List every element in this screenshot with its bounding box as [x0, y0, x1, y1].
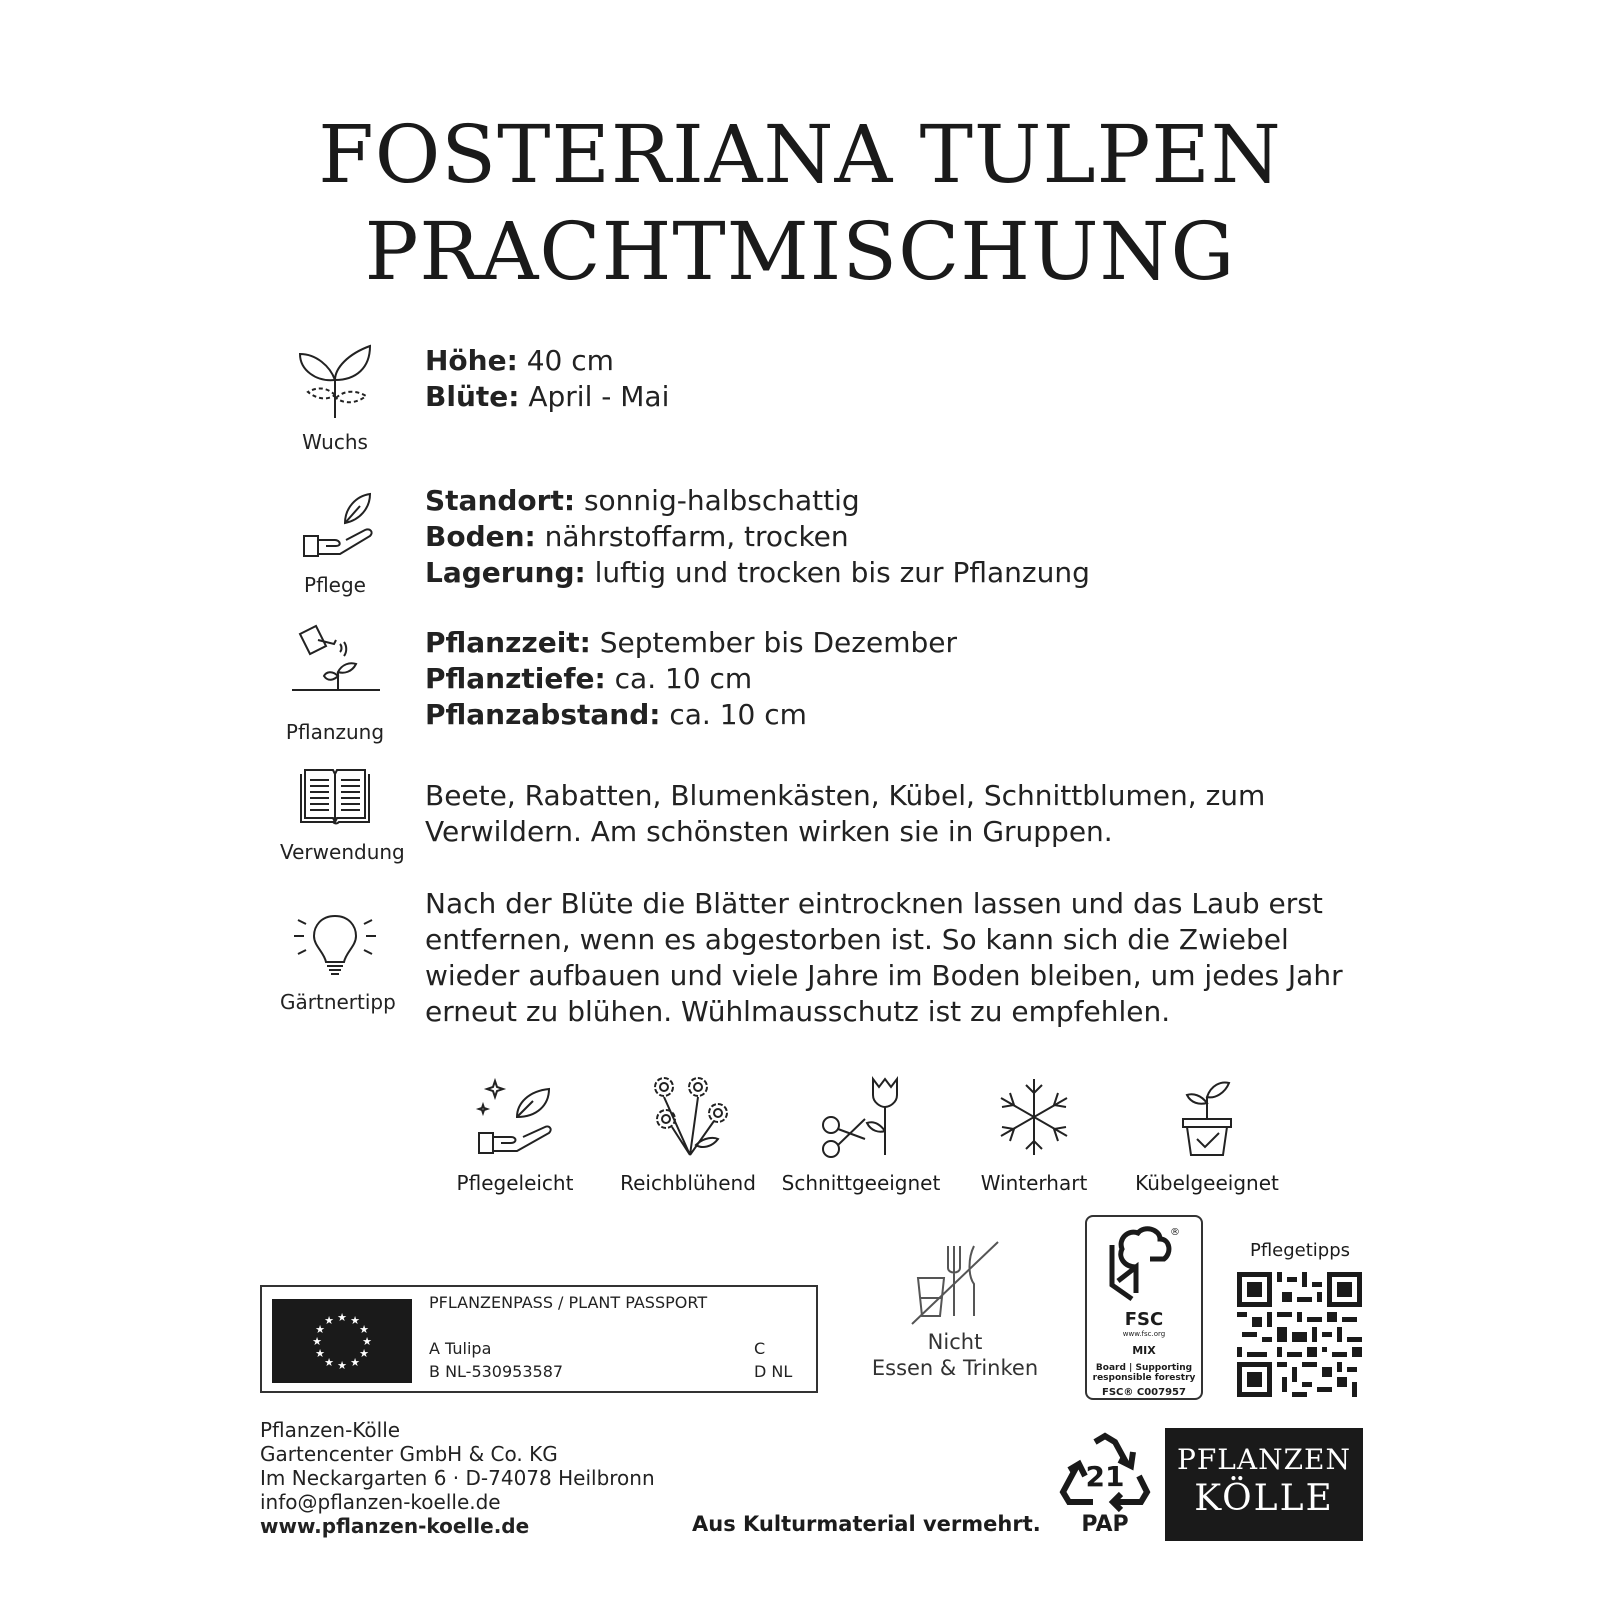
recycling-triangle-icon [1057, 1432, 1153, 1514]
snowflake-icon [992, 1075, 1076, 1159]
address-website[interactable]: www.pflanzen-koelle.de [260, 1514, 530, 1538]
not-edible-warning [870, 1240, 1040, 1381]
feature-pflegeleicht-label: Pflegeleicht [456, 1171, 574, 1195]
lagerung-label: Lagerung: [425, 556, 586, 589]
fsc-url: www.fsc.org [1122, 1330, 1166, 1338]
fsc-name: FSC [1124, 1309, 1164, 1330]
hand-sparkle-icon [473, 1075, 557, 1159]
passport-header: PFLANZENPASS / PLANT PASSPORT [429, 1293, 708, 1312]
svg-text:★: ★ [324, 1314, 334, 1327]
svg-text:★: ★ [359, 1347, 369, 1360]
svg-text:★: ★ [312, 1335, 322, 1348]
pflanzung-caption: Pflanzung [285, 720, 385, 744]
hand-leaf-icon [290, 488, 380, 563]
pflege-info [425, 483, 1090, 591]
fsc-mix: MIX [1132, 1344, 1156, 1357]
svg-text:★: ★ [337, 1311, 347, 1324]
address-line3: Im Neckargarten 6 · D-74078 Heilbronn [260, 1466, 655, 1490]
address-line2: Gartencenter GmbH & Co. KG [260, 1442, 558, 1466]
hoehe-value: 40 cm [517, 344, 614, 377]
logo-line2: KÖLLE [1194, 1478, 1334, 1519]
standort-value: sonnig-halbschattig [575, 484, 860, 517]
kulturmaterial-note: Aus Kulturmaterial vermehrt. [692, 1512, 1041, 1536]
product-title-line1: FOSTERIANA TULPEN [318, 108, 1282, 201]
pflanztiefe-label: Pflanztiefe: [425, 662, 606, 695]
open-book-icon [295, 768, 375, 830]
fsc-label [1085, 1215, 1203, 1400]
fsc-claim1: Board | Supporting [1095, 1363, 1193, 1373]
qr-code[interactable] [1237, 1272, 1362, 1397]
feature-pflegeleicht [430, 1075, 600, 1195]
product-title-line2: PRACHTMISCHUNG [364, 205, 1236, 298]
tipp-caption: Gärtnertipp [280, 990, 396, 1014]
boden-value: nährstoffarm, trocken [535, 520, 849, 553]
tipp-line3: wieder aufbauen und viele Jahre im Boden bleiben, um jedes Jahr [425, 959, 1343, 992]
svg-text:★: ★ [315, 1323, 325, 1336]
tipp-block [280, 910, 396, 1014]
pflanzzeit-label: Pflanzzeit: [425, 626, 591, 659]
pflanzung-info [425, 625, 957, 733]
feature-kuebelgeeignet-label: Kübelgeeignet [1135, 1171, 1279, 1195]
passport-b: B NL-530953587 [429, 1362, 564, 1381]
recycling-code: PAP [1081, 1512, 1129, 1537]
watering-can-icon [288, 620, 383, 710]
seedling-leaves-icon [290, 340, 380, 420]
feature-reichbluehend-label: Reichblühend [620, 1171, 756, 1195]
pflanzabstand-value: ca. 10 cm [660, 698, 807, 731]
fsc-claim2: responsible forestry [1092, 1373, 1196, 1383]
svg-text:★: ★ [350, 1314, 360, 1327]
svg-text:★: ★ [315, 1347, 325, 1360]
feature-reichbluehend [603, 1075, 773, 1195]
tipp-info [425, 886, 1343, 1030]
feature-kuebelgeeignet [1122, 1075, 1292, 1195]
fsc-tree-icon [1104, 1223, 1184, 1303]
pflanztiefe-value: ca. 10 cm [605, 662, 753, 695]
warning-line1: Nicht [927, 1330, 983, 1354]
brand-logo [1165, 1428, 1363, 1541]
svg-text:★: ★ [337, 1359, 347, 1372]
flowers-icon [646, 1075, 730, 1159]
pflanzung-block [280, 620, 390, 744]
feature-schnittgeeignet [776, 1075, 946, 1195]
verwendung-line1: Beete, Rabatten, Blumenkästen, Kübel, Schnittblumen, zum [425, 779, 1266, 812]
boden-label: Boden: [425, 520, 536, 553]
fsc-registered: ® [1170, 1227, 1180, 1238]
hoehe-label: Höhe: [425, 344, 518, 377]
light-bulb-icon [290, 910, 380, 980]
bluete-value: April - Mai [519, 380, 670, 413]
svg-text:★: ★ [362, 1335, 372, 1348]
passport-a: A Tulipa [429, 1339, 492, 1358]
eu-stars-icon [272, 1299, 412, 1383]
qr-label: Pflegetipps [1249, 1240, 1351, 1261]
svg-text:★: ★ [359, 1323, 369, 1336]
bluete-label: Blüte: [425, 380, 520, 413]
standort-label: Standort: [425, 484, 576, 517]
svg-text:★: ★ [324, 1356, 334, 1369]
tipp-line1: Nach der Blüte die Blätter eintrocknen lassen und das Laub erst [425, 887, 1323, 920]
verwendung-block [280, 768, 405, 864]
verwendung-caption: Verwendung [280, 840, 405, 864]
warning-line2: Essen & Trinken [871, 1356, 1039, 1380]
address-line1: Pflanzen-Kölle [260, 1418, 401, 1442]
company-address [260, 1418, 655, 1538]
wuchs-block [280, 340, 390, 454]
recycling-number: 21 [1085, 1460, 1125, 1493]
wuchs-caption: Wuchs [302, 430, 368, 454]
address-email[interactable]: info@pflanzen-koelle.de [260, 1490, 501, 1514]
verwendung-info [425, 778, 1265, 850]
verwendung-line2: Verwildern. Am schönsten wirken sie in Gruppen. [425, 815, 1113, 848]
passport-d: D NL [754, 1362, 793, 1381]
svg-text:★: ★ [350, 1356, 360, 1369]
fsc-code: FSC® C007957 [1102, 1387, 1186, 1398]
pflege-caption: Pflege [304, 573, 366, 597]
feature-schnittgeeignet-label: Schnittgeeignet [781, 1171, 941, 1195]
recycling-mark [1050, 1432, 1160, 1537]
potted-plant-check-icon [1165, 1075, 1249, 1159]
lagerung-value: luftig und trocken bis zur Pflanzung [585, 556, 1090, 589]
pflanzabstand-label: Pflanzabstand: [425, 698, 661, 731]
scissors-tulip-icon [819, 1075, 903, 1159]
logo-line1: PFLANZEN [1177, 1443, 1351, 1476]
tipp-line2: entfernen, wenn es abgestorben ist. So kann sich die Zwiebel [425, 923, 1289, 956]
wuchs-info [425, 343, 669, 415]
no-eat-drink-icon [910, 1240, 1000, 1325]
plant-passport [260, 1285, 818, 1393]
passport-c: C [754, 1339, 766, 1358]
pflanzzeit-value: September bis Dezember [590, 626, 957, 659]
eu-flag [272, 1299, 412, 1383]
pflege-block [280, 488, 390, 597]
feature-winterhart [949, 1075, 1119, 1195]
feature-winterhart-label: Winterhart [980, 1171, 1088, 1195]
tipp-line4: erneut zu blühen. Wühlmausschutz ist zu empfehlen. [425, 995, 1171, 1028]
